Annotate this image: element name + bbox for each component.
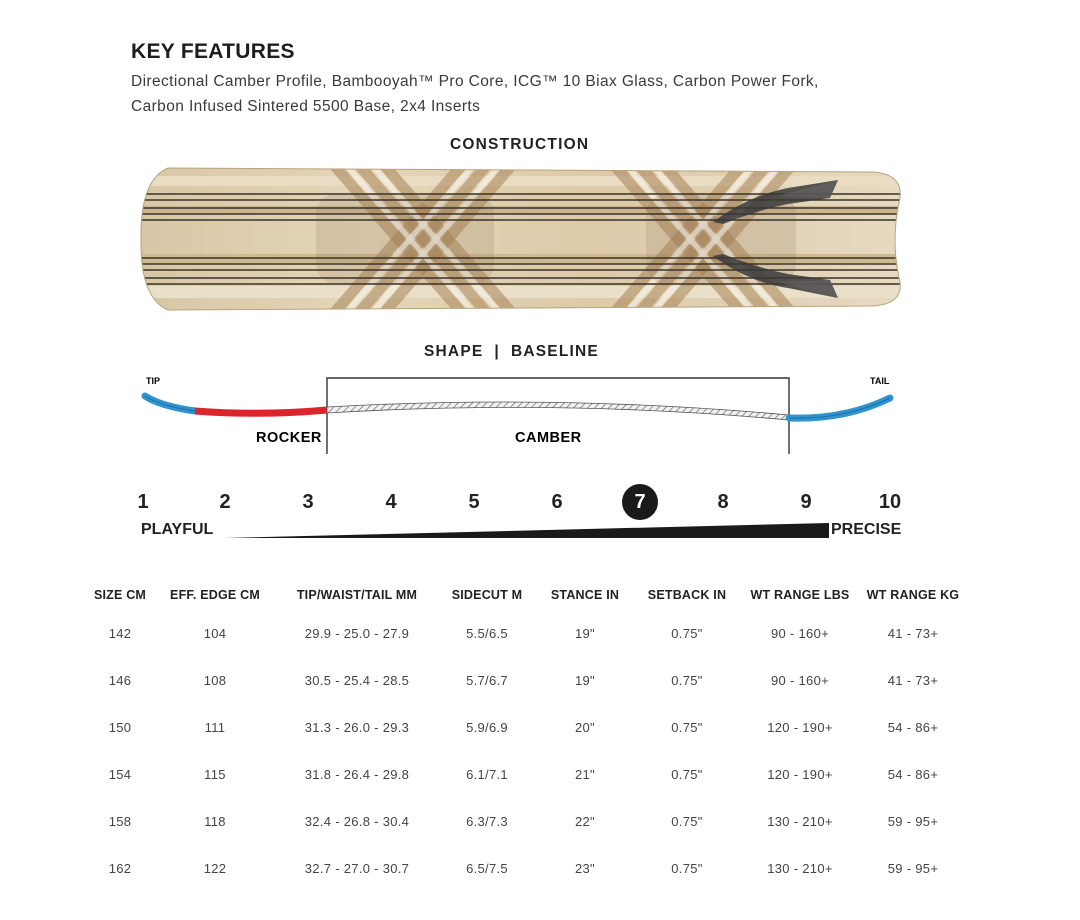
table-cell: 29.9 - 25.0 - 27.9 xyxy=(304,626,410,641)
table-cell: 130 - 210+ xyxy=(767,861,833,876)
table-cell: 122 xyxy=(203,861,227,876)
scale-max-label: PRECISE xyxy=(831,521,902,538)
table-cell: 6.1/7.1 xyxy=(466,767,508,782)
table-cell: 162 xyxy=(108,861,132,876)
rocker-label: ROCKER xyxy=(256,430,322,446)
camber-label: CAMBER xyxy=(515,430,582,446)
table-cell: 120 - 190+ xyxy=(767,720,833,735)
tip-segment xyxy=(145,396,195,411)
column-header: WT RANGE KG xyxy=(866,588,960,602)
table-cell: 32.4 - 26.8 - 30.4 xyxy=(304,814,410,829)
table-row xyxy=(88,798,968,845)
scale-number: 2 xyxy=(219,491,231,513)
table-cell: 0.75" xyxy=(671,767,703,782)
table-cell: 32.7 - 27.0 - 30.7 xyxy=(304,861,410,876)
column-header: SETBACK IN xyxy=(647,588,727,602)
table-cell: 90 - 160+ xyxy=(771,626,829,641)
tail-label: TAIL xyxy=(870,376,890,386)
table-row xyxy=(88,657,968,704)
table-cell: 158 xyxy=(108,814,132,829)
tip-label: TIP xyxy=(146,376,161,386)
table-cell: 5.5/6.5 xyxy=(466,626,508,641)
table-row xyxy=(88,845,968,892)
table-cell: 154 xyxy=(108,767,132,782)
table-row xyxy=(88,751,968,798)
table-cell: 19" xyxy=(575,626,595,641)
tail-segment xyxy=(789,398,890,418)
table-cell: 31.8 - 26.4 - 29.8 xyxy=(304,767,410,782)
table-cell: 0.75" xyxy=(671,861,703,876)
table-cell: 41 - 73+ xyxy=(887,626,939,641)
board-profile-diagram xyxy=(140,374,900,460)
column-header: EFF. EDGE CM xyxy=(170,588,260,602)
table-cell: 21" xyxy=(575,767,595,782)
scale-number: 3 xyxy=(302,491,314,513)
table-cell: 19" xyxy=(575,673,595,688)
scale-number: 8 xyxy=(717,491,729,513)
table-cell: 31.3 - 26.0 - 29.3 xyxy=(304,720,410,735)
key-features-line-1: Directional Camber Profile, Bambooyah™ Pro Core, ICG™ 10 Biax Glass, Carbon Power Fork, xyxy=(131,73,819,90)
table-cell: 20" xyxy=(575,720,595,735)
table-cell: 0.75" xyxy=(671,720,703,735)
table-row xyxy=(88,704,968,751)
table-cell: 22" xyxy=(575,814,595,829)
column-header: TIP/WAIST/TAIL MM xyxy=(296,588,418,602)
table-cell: 150 xyxy=(108,720,132,735)
table-cell: 111 xyxy=(204,720,226,735)
specs-header-row xyxy=(88,580,968,610)
shape-baseline-title: SHAPE | BASELINE xyxy=(424,343,599,360)
table-cell: 23" xyxy=(575,861,595,876)
specs-table xyxy=(88,580,968,892)
scale-min-label: PLAYFUL xyxy=(141,521,214,538)
key-features-line-2: Carbon Infused Sintered 5500 Base, 2x4 Inserts xyxy=(131,98,481,115)
table-cell: 90 - 160+ xyxy=(771,673,829,688)
column-header: SIDECUT M xyxy=(451,588,523,602)
table-cell: 59 - 95+ xyxy=(887,814,939,829)
scale-number: 9 xyxy=(800,491,812,513)
table-row xyxy=(88,610,968,657)
table-cell: 130 - 210+ xyxy=(767,814,833,829)
table-cell: 115 xyxy=(204,767,226,782)
table-cell: 30.5 - 25.4 - 28.5 xyxy=(304,673,410,688)
table-cell: 0.75" xyxy=(671,814,703,829)
table-cell: 108 xyxy=(203,673,227,688)
table-cell: 118 xyxy=(204,814,226,829)
column-header: WT RANGE LBS xyxy=(750,588,850,602)
table-cell: 6.3/7.3 xyxy=(466,814,508,829)
table-cell: 6.5/7.5 xyxy=(466,861,508,876)
scale-number: 10 xyxy=(878,491,902,513)
key-features-title: KEY FEATURES xyxy=(131,40,295,63)
table-cell: 0.75" xyxy=(671,626,703,641)
table-cell: 142 xyxy=(108,626,132,641)
scale-wedge xyxy=(225,520,829,540)
table-cell: 104 xyxy=(203,626,227,641)
construction-title: CONSTRUCTION xyxy=(450,136,590,153)
table-cell: 5.7/6.7 xyxy=(466,673,508,688)
table-cell: 5.9/6.9 xyxy=(466,720,508,735)
table-cell: 54 - 86+ xyxy=(887,720,939,735)
rocker-segment xyxy=(195,410,327,413)
column-header: STANCE IN xyxy=(550,588,620,602)
table-cell: 0.75" xyxy=(671,673,703,688)
table-cell: 59 - 95+ xyxy=(887,861,939,876)
scale-number: 7 xyxy=(622,484,658,520)
scale-number: 1 xyxy=(137,491,149,513)
snowboard-construction-image xyxy=(138,158,904,320)
table-cell: 146 xyxy=(108,673,132,688)
camber-segment xyxy=(327,402,789,420)
table-cell: 120 - 190+ xyxy=(767,767,833,782)
scale-number: 4 xyxy=(385,491,397,513)
flex-scale xyxy=(125,484,905,520)
scale-number: 6 xyxy=(551,491,563,513)
table-cell: 54 - 86+ xyxy=(887,767,939,782)
table-cell: 41 - 73+ xyxy=(887,673,939,688)
column-header: SIZE CM xyxy=(93,588,147,602)
scale-number: 5 xyxy=(468,491,480,513)
